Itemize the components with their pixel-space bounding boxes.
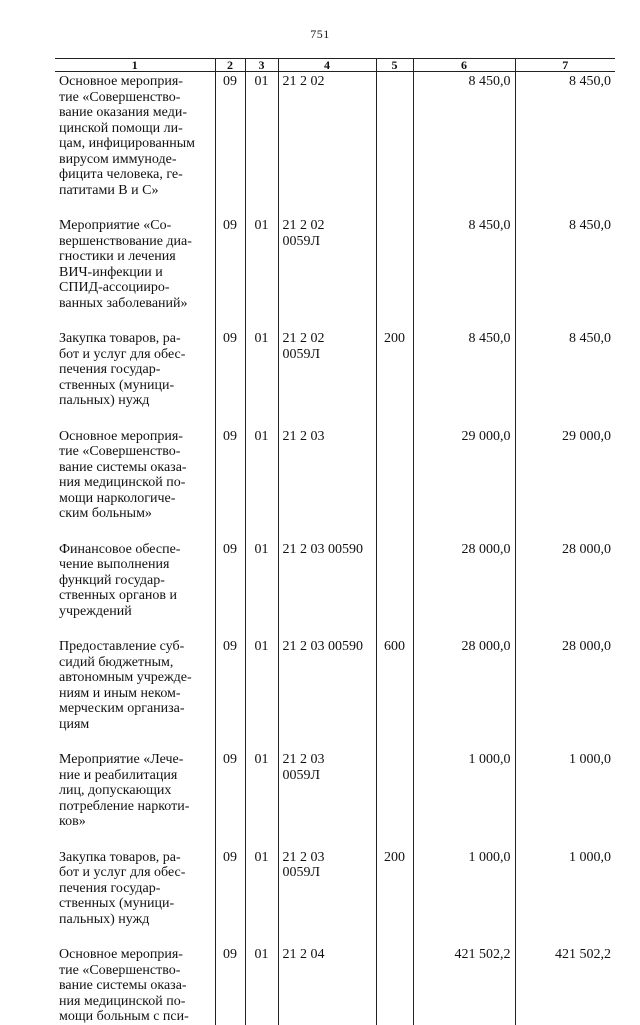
row-description: Мероприятие «Лече- ние и реабилитация лиц, допускающих потребление наркоти- ков» bbox=[59, 752, 190, 829]
expense-type-code bbox=[376, 427, 413, 540]
amount-col-6: 29 000,0 bbox=[413, 427, 515, 540]
section-code: 09 bbox=[215, 72, 245, 217]
target-article-code: 21 2 03 00590 bbox=[278, 637, 376, 750]
expense-type-code bbox=[376, 540, 413, 638]
subsection-code: 01 bbox=[245, 329, 278, 427]
column-header-6: 6 bbox=[413, 59, 515, 72]
section-code: 09 bbox=[215, 945, 245, 1025]
expense-type-code bbox=[376, 750, 413, 848]
page-number: 751 bbox=[310, 27, 330, 41]
amount-col-6: 8 450,0 bbox=[413, 216, 515, 329]
amount-col-7: 28 000,0 bbox=[515, 540, 615, 638]
subsection-code: 01 bbox=[245, 427, 278, 540]
column-header-3: 3 bbox=[245, 59, 278, 72]
row-description: Основное мероприя- тие «Совершенство- вание системы оказа- ния медицинской по- мощи больным с пси- bbox=[59, 947, 189, 1024]
subsection-code: 01 bbox=[245, 750, 278, 848]
row-description: Основное мероприя- тие «Совершенство- вание системы оказа- ния медицинской по- мощи наркологиче- ским больным» bbox=[59, 428, 187, 521]
section-code: 09 bbox=[215, 540, 245, 638]
expense-type-code bbox=[376, 216, 413, 329]
section-code: 09 bbox=[215, 216, 245, 329]
amount-col-7: 8 450,0 bbox=[515, 216, 615, 329]
column-header-4: 4 bbox=[278, 59, 376, 72]
subsection-code: 01 bbox=[245, 72, 278, 217]
subsection-code: 01 bbox=[245, 637, 278, 750]
target-article-code: 21 2 04 bbox=[278, 945, 376, 1025]
column-header-7: 7 bbox=[515, 59, 615, 72]
budget-table bbox=[55, 58, 615, 1025]
table-row bbox=[55, 750, 615, 848]
expense-type-code bbox=[376, 945, 413, 1025]
target-article-code: 21 2 02 0059Л bbox=[278, 216, 376, 329]
table-row bbox=[55, 329, 615, 427]
amount-col-7: 28 000,0 bbox=[515, 637, 615, 750]
target-article-code: 21 2 03 0059Л bbox=[278, 750, 376, 848]
expense-type-code: 200 bbox=[376, 848, 413, 946]
expense-type-code: 600 bbox=[376, 637, 413, 750]
amount-col-6: 8 450,0 bbox=[413, 72, 515, 217]
amount-col-6: 421 502,2 bbox=[413, 945, 515, 1025]
row-description: Основное мероприя- тие «Совершенство- вание оказания меди- цинской помощи ли- цам, инфицированным вирусом иммуноде- фицита человека, ге- патитами В и С» bbox=[59, 74, 195, 198]
subsection-code: 01 bbox=[245, 945, 278, 1025]
subsection-code: 01 bbox=[245, 540, 278, 638]
subsection-code: 01 bbox=[245, 216, 278, 329]
amount-col-7: 421 502,2 bbox=[515, 945, 615, 1025]
table-row bbox=[55, 72, 615, 217]
table-row bbox=[55, 945, 615, 1025]
target-article-code: 21 2 03 bbox=[278, 427, 376, 540]
amount-col-6: 8 450,0 bbox=[413, 329, 515, 427]
expense-type-code bbox=[376, 72, 413, 217]
column-header-5: 5 bbox=[376, 59, 413, 72]
table-header-row bbox=[55, 59, 615, 72]
section-code: 09 bbox=[215, 329, 245, 427]
row-description: Закупка товаров, ра- бот и услуг для обес- печения государ- ственных (муници- пальных) нужд bbox=[59, 849, 186, 927]
subsection-code: 01 bbox=[245, 848, 278, 946]
column-header-2: 2 bbox=[215, 59, 245, 72]
target-article-code: 21 2 03 00590 bbox=[278, 540, 376, 638]
amount-col-7: 8 450,0 bbox=[515, 329, 615, 427]
table-body bbox=[55, 72, 615, 1025]
row-description: Предоставление суб- сидий бюджетным, автономным учрежде- ниям и иным неком- мерческим организа- циям bbox=[59, 639, 192, 732]
row-description: Мероприятие «Со- вершенствование диа- гностики и лечения ВИЧ-инфекции и СПИД-ассоцииро- ванных заболеваний» bbox=[59, 218, 192, 311]
expense-type-code: 200 bbox=[376, 329, 413, 427]
amount-col-6: 1 000,0 bbox=[413, 848, 515, 946]
table-row bbox=[55, 848, 615, 946]
target-article-code: 21 2 03 0059Л bbox=[278, 848, 376, 946]
section-code: 09 bbox=[215, 637, 245, 750]
amount-col-7: 1 000,0 bbox=[515, 848, 615, 946]
section-code: 09 bbox=[215, 427, 245, 540]
section-code: 09 bbox=[215, 750, 245, 848]
target-article-code: 21 2 02 bbox=[278, 72, 376, 217]
section-code: 09 bbox=[215, 848, 245, 946]
table-row bbox=[55, 540, 615, 638]
amount-col-7: 1 000,0 bbox=[515, 750, 615, 848]
amount-col-6: 1 000,0 bbox=[413, 750, 515, 848]
amount-col-6: 28 000,0 bbox=[413, 540, 515, 638]
amount-col-6: 28 000,0 bbox=[413, 637, 515, 750]
amount-col-7: 29 000,0 bbox=[515, 427, 615, 540]
row-description: Закупка товаров, ра- бот и услуг для обес- печения государ- ственных (муници- пальных) нужд bbox=[59, 331, 186, 408]
table-row bbox=[55, 427, 615, 540]
column-header-1: 1 bbox=[55, 59, 215, 72]
table-row bbox=[55, 637, 615, 750]
table-row bbox=[55, 216, 615, 329]
row-description: Финансовое обеспе- чение выполнения функций государ- ственных органов и учреждений bbox=[59, 541, 181, 619]
amount-col-7: 8 450,0 bbox=[515, 72, 615, 217]
target-article-code: 21 2 02 0059Л bbox=[278, 329, 376, 427]
